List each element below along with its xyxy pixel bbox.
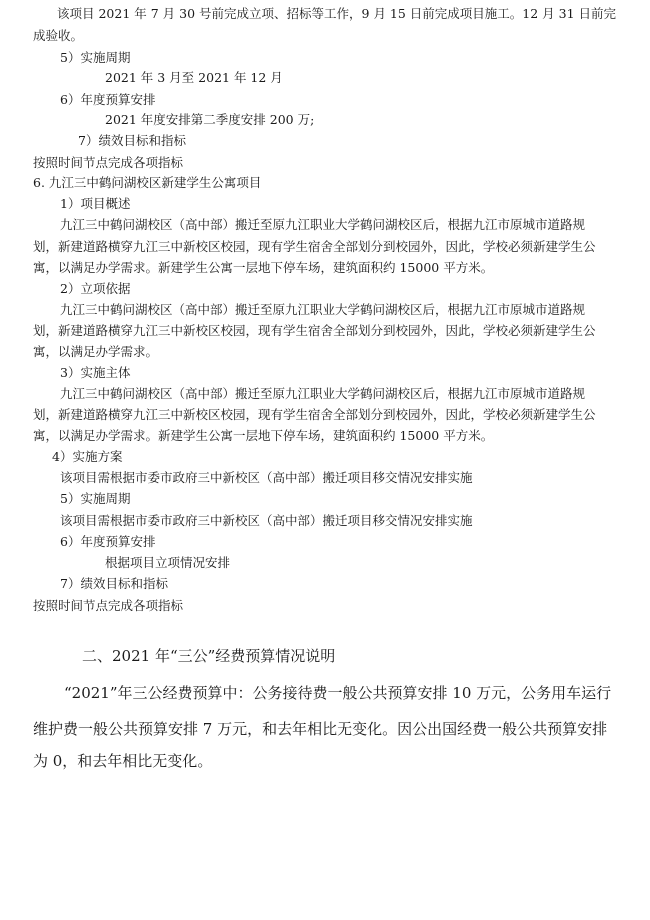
text-line: 寓，以满足办学需求。新建学生公寓一层地下停车场，建筑面积约 15000 平方米。 — [33, 260, 494, 275]
text-line: 寓，以满足办学需求。新建学生公寓一层地下停车场，建筑面积约 15000 平方米。 — [33, 428, 494, 443]
item-heading: 5）实施周期 — [60, 491, 131, 506]
text-line: 寓，以满足办学需求。 — [33, 344, 159, 359]
text-line: 划，新建道路横穿九江三中新校区校园，现有学生宿舍全部划分到校园外，因此，学校必须新建学生公 — [33, 239, 596, 254]
item-heading: 2）立项依据 — [60, 281, 131, 296]
text-line: 九江三中鹤问湖校区（高中部）搬迁至原九江职业大学鹤问湖校区后，根据九江市原城市道路规 — [60, 302, 586, 317]
text-line: 根据项目立项情况安排 — [105, 555, 231, 570]
text-line: 2021 年度安排第二季度安排 200 万; — [105, 112, 315, 127]
item-heading: 6）年度预算安排 — [60, 534, 156, 549]
item-heading: 7）绩效目标和指标 — [78, 133, 186, 148]
item-heading: 6）年度预算安排 — [60, 92, 156, 107]
text-line: 2021 年 3 月至 2021 年 12 月 — [105, 70, 283, 85]
paragraph-line: 维护费一般公共预算安排 7 万元，和去年相比无变化。因公出国经费一般公共预算安排 — [33, 720, 608, 738]
text-line: 该项目需根据市委市政府三中新校区（高中部）搬迁项目移交情况安排实施 — [60, 513, 473, 528]
text-line: 该项目 2021 年 7 月 30 号前完成立项、招标等工作，9 月 15 日前完成项目施工。12 月 31 日前完 — [57, 6, 617, 21]
paragraph-line: “2021”年三公经费预算中：公务接待费一般公共预算安排 10 万元，公务用车运行 — [64, 684, 612, 702]
paragraph-line: 为 0，和去年相比无变化。 — [33, 752, 213, 770]
text-line: 划，新建道路横穿九江三中新校区校园，现有学生宿舍全部划分到校园外，因此，学校必须新建学生公 — [33, 407, 596, 422]
item-heading: 5）实施周期 — [60, 50, 131, 65]
project-heading: 6. 九江三中鹤问湖校区新建学生公寓项目 — [33, 175, 262, 190]
item-heading: 3）实施主体 — [60, 365, 131, 380]
item-heading: 1）项目概述 — [60, 196, 131, 211]
text-line: 九江三中鹤问湖校区（高中部）搬迁至原九江职业大学鹤问湖校区后，根据九江市原城市道路规 — [60, 217, 586, 232]
text-line: 该项目需根据市委市政府三中新校区（高中部）搬迁项目移交情况安排实施 — [60, 470, 473, 485]
text-line: 划，新建道路横穿九江三中新校区校园，现有学生宿舍全部划分到校园外，因此，学校必须新建学生公 — [33, 323, 596, 338]
item-heading: 7）绩效目标和指标 — [60, 576, 168, 591]
text-line: 按照时间节点完成各项指标 — [33, 598, 184, 613]
section-heading: 二、2021 年“三公”经费预算情况说明 — [82, 647, 336, 665]
text-line: 成验收。 — [33, 28, 84, 43]
text-line: 按照时间节点完成各项指标 — [33, 155, 184, 170]
item-heading: 4）实施方案 — [52, 449, 123, 464]
text-line: 九江三中鹤问湖校区（高中部）搬迁至原九江职业大学鹤问湖校区后，根据九江市原城市道路规 — [60, 386, 586, 401]
